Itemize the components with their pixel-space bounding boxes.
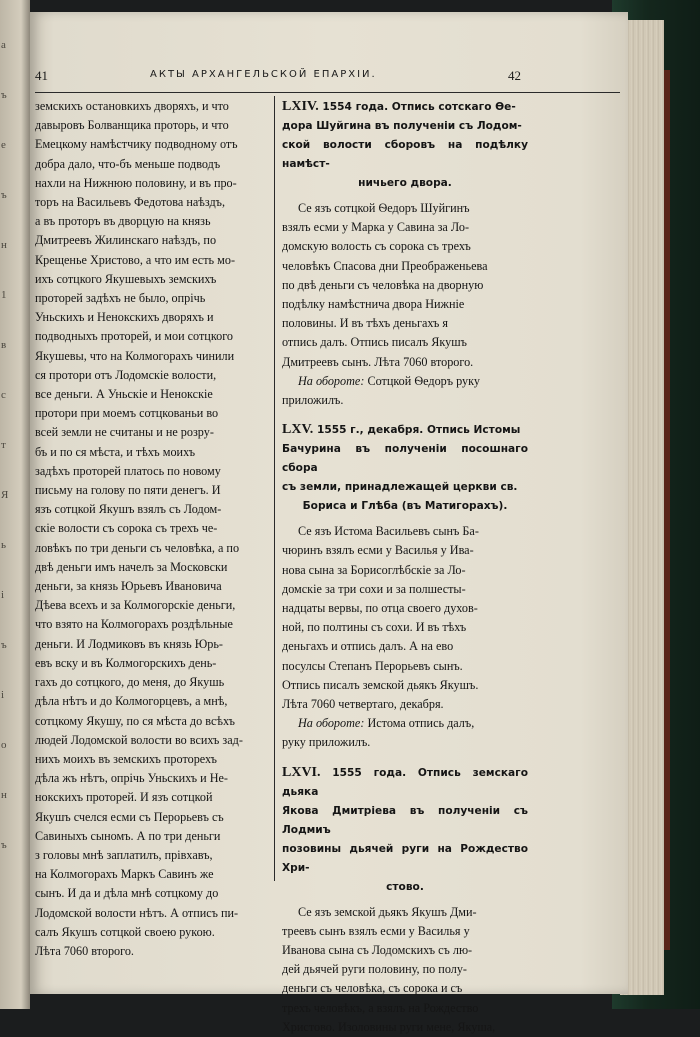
sliver-glyph: і	[1, 589, 5, 601]
text-line: отпись далъ. Отпись писалъ Якушъ	[282, 335, 467, 350]
text-line: ся протори отъ Лодомскіе волости,	[35, 367, 217, 382]
text-line: з головы мнѣ заплатилъ, прівхавъ,	[35, 847, 213, 862]
text-line: нахли на Нижнюю половину, и въ про-	[35, 175, 237, 190]
note-text: Сотцкой Ѳедоръ руку	[364, 373, 480, 388]
text-line: двѣ деньги имъ начелъ за Московски	[35, 559, 228, 574]
sliver-glyph: ь	[1, 539, 7, 551]
text-line: нова сына за Борисоглѣбскіе за Ло-	[282, 562, 466, 577]
sliver-glyph: ъ	[1, 89, 7, 101]
text-line: человѣкъ Спасова дни Преображеньева	[282, 258, 488, 273]
text-line: что взято на Колмогорахъ роздѣльные	[35, 617, 233, 632]
text-line: домскую волость съ сорока съ трехъ	[282, 239, 471, 254]
doc-heading-line: Якова Дмитріева въ полученіи съ Лодмиъ	[282, 804, 528, 836]
sliver-glyph: о	[1, 739, 7, 751]
doc-heading-65	[282, 420, 528, 516]
page-number-left: 41	[35, 68, 48, 83]
text-line: на Колмогорахъ Маркъ Савинъ же	[35, 867, 214, 882]
doc-body-64	[282, 199, 528, 372]
text-line: взялъ есми у Марка у Савина за Ло-	[282, 220, 470, 235]
text-line: чюринъ взялъ есми у Василья у Ива-	[282, 543, 474, 558]
text-line: скіе волости съ сорока съ трехъ че-	[35, 521, 218, 536]
doc-heading-line: Бачурина въ полученіи посошнаго сбора	[282, 443, 528, 475]
header-rule	[35, 92, 620, 93]
text-line: Лѣта 7060 второго.	[35, 943, 134, 958]
sliver-glyph: 1	[1, 289, 7, 301]
text-line: подѣлку намѣстнича двора Нижніе	[282, 297, 465, 312]
text-line: людей Лодомской волости во всихъ зад-	[35, 732, 243, 747]
doc-note-65	[282, 714, 528, 752]
note-text: приложилъ.	[282, 393, 344, 408]
text-line: Емецкому намѣстчику подводному отъ	[35, 137, 238, 152]
text-line: Иванова сына съ Лодомскихъ съ лю-	[282, 943, 473, 958]
doc-note-64	[282, 372, 528, 410]
doc-heading-line: дора Шуйгина въ полученіи съ Лодом-	[282, 120, 522, 132]
text-line: письму на голову по пяти денегъ. И	[35, 483, 221, 498]
text-line: ной, по полтины съ сохи. И въ тѣхъ	[282, 620, 467, 635]
sliver-glyph: н	[1, 239, 7, 251]
text-line: Якушъ счелся есми съ Перорьевъ съ	[35, 809, 224, 824]
text-line: сотцкому Якушу, по ся мѣста до всѣхъ	[35, 713, 235, 728]
book-page	[30, 12, 628, 1034]
sliver-glyph: т	[1, 439, 6, 451]
sliver-glyph: ъ	[1, 839, 7, 851]
text-line: деньгахъ и отпись далъ. А на ево	[282, 639, 454, 654]
doc-heading-64	[282, 97, 528, 193]
right-column	[282, 97, 528, 1037]
text-line: сынъ. И да и дѣла мнѣ сотцкому до	[35, 886, 219, 901]
text-line: трехъ человѣкъ, а взялъ на Рождество	[282, 1000, 479, 1015]
sliver-glyph: е	[1, 139, 6, 151]
text-line: гахъ до сотцкого, до меня, до Якушь	[35, 675, 225, 690]
sliver-glyph: ъ	[1, 639, 7, 651]
text-line: нокскихъ проторей. И язъ сотцкой	[35, 790, 213, 805]
sliver-glyph: і	[1, 689, 5, 701]
text-line: деньги съ человѣка, съ сорока и съ	[282, 981, 463, 996]
sliver-glyph: в	[1, 339, 7, 351]
text-line: Се язъ земской дьякъ Якушъ Дми-	[298, 904, 477, 919]
column-divider	[274, 96, 275, 881]
text-line: Дмитреевъ Жилинскаго наѣздъ, по	[35, 233, 217, 248]
text-line: дѣла нѣтъ и до Колмогорцевъ, а мнѣ,	[35, 694, 228, 709]
text-line: Крещенье Христово, а что им есть мо-	[35, 252, 235, 267]
text-line: ихъ сотцкого Якушевыхъ земскихъ	[35, 271, 217, 286]
sliver-glyph: Я	[1, 489, 9, 501]
doc-heading-line: ской волости сборовъ на подѣлку намѣст-	[282, 139, 528, 170]
sliver-glyph: а	[1, 39, 6, 51]
text-line: Лѣта 7060 четвертаго, декабря.	[282, 697, 444, 712]
left-column	[35, 97, 267, 961]
text-line: Отпись писалъ земской дьякъ Якушъ.	[282, 677, 479, 692]
text-line: добра дало, что-бъ меньше подводъ	[35, 156, 221, 171]
text-line: надцаты вервы, по отца своего духов-	[282, 601, 478, 616]
text-line: Савиныхъ сыномъ. А по три деньги	[35, 828, 221, 843]
text-line: Се язъ сотцкой Ѳедоръ Шуйгинъ	[298, 201, 470, 215]
text-line: торъ на Васильевъ Федотова наѣздъ,	[35, 195, 226, 210]
running-head: АКТЫ АРХАНГЕЛЬСКОЙ ЕПАРХІИ.	[150, 69, 377, 80]
text-line: давыровъ Болванщика проторь, и что	[35, 118, 229, 133]
text-line: все деньги. А Уньскіе и Ненокскіе	[35, 387, 213, 402]
text-line: бъ и по ся мѣста, и тѣхъ моихъ	[35, 444, 196, 459]
note-text: Истома отпись далъ,	[364, 716, 475, 731]
doc-body-66	[282, 903, 528, 1037]
doc-heading-line: позовины дьячей руги на Рождество Хри-	[282, 842, 528, 874]
text-line: язъ сотцкой Якушъ взялъ съ Лодом-	[35, 502, 222, 517]
note-text: руку приложилъ.	[282, 735, 371, 750]
text-line: ловѣкъ по три деньги съ человѣка, а по	[35, 540, 240, 555]
note-label: На обороте:	[298, 373, 365, 388]
text-line: земскихъ остановкихъ дворяхъ, и что	[35, 99, 229, 113]
doc-heading-line: 1554 года. Отпись сотскаго Ѳе-	[318, 101, 516, 113]
text-line: нихъ моихъ въ земскихъ проторехъ	[35, 751, 217, 766]
text-line: половины. И въ тѣхъ деньгахъ я	[282, 316, 448, 331]
sliver-glyph: с	[1, 389, 6, 401]
text-line: треевъ сынъ взялъ есми у Василья у	[282, 923, 470, 938]
text-line: Христово. Изоловины руги мене, Якуша,	[282, 1019, 496, 1034]
text-line: по двѣ деньги съ человѣка на дворную	[282, 277, 484, 292]
doc-heading-line: ничьего двора.	[358, 177, 452, 189]
previous-page-sliver	[0, 0, 30, 1009]
text-line: Уньскихъ и Ненокскихъ дворяхъ и	[35, 310, 214, 325]
text-line: салъ Якушъ сотцкой своею рукою.	[35, 924, 215, 939]
doc-heading-line: Бориса и Глѣба (въ Матигорахъ).	[302, 500, 508, 513]
text-line: посулсы Степанъ Перорьевъ сынъ.	[282, 658, 463, 673]
text-line: задѣхъ проторей платось по новому	[35, 463, 221, 478]
doc-number: LXV.	[282, 422, 314, 438]
text-line: евъ вску и въ Колмогорскихъ день-	[35, 655, 217, 670]
page-header	[30, 68, 628, 88]
note-label: На обороте:	[298, 716, 365, 731]
doc-number: LXVI.	[282, 764, 321, 780]
text-line: Якушевы, что на Колмогорахъ чинили	[35, 348, 235, 363]
doc-heading-66	[282, 763, 528, 897]
text-line: Дѣева всехъ и за Колмогорскіе деньги,	[35, 598, 236, 613]
doc-heading-line: съ земли, принадлежащей церкви св.	[282, 481, 518, 494]
text-line: домскіе за три сохи и за полшесты-	[282, 581, 466, 596]
doc-number: LXIV.	[282, 99, 319, 114]
text-line: деньги, за князь Юрьевъ Ивановича	[35, 579, 222, 594]
doc-heading-line: стово.	[386, 880, 424, 893]
text-line: дѣла жъ нѣтъ, опрічь Уньскихъ и Не-	[35, 771, 228, 786]
doc-body-65	[282, 522, 528, 714]
doc-heading-line: 1555 г., декабря. Отпись Истомы	[313, 424, 521, 437]
text-line: Се язъ Истома Васильевъ сынъ Ба-	[298, 524, 479, 539]
text-line: проторей задѣхъ не было, опрічь	[35, 291, 206, 306]
sliver-glyph: ъ	[1, 189, 7, 201]
text-line: подводныхъ проторей, и мои сотцкого	[35, 329, 234, 344]
text-line: а въ проторъ въ дворцую на князь	[35, 214, 211, 229]
text-line: протори при моемъ сотцкованьи во	[35, 406, 219, 421]
text-line: всей земли не считаны и не розру-	[35, 425, 214, 440]
page-number-right: 42	[508, 68, 521, 83]
text-line: деньги. И Лодмиковъ въ князь Юрь-	[35, 636, 223, 651]
text-line: дей дьячей руги половину, по полу-	[282, 962, 467, 977]
sliver-glyph: н	[1, 789, 7, 801]
doc-heading-line: 1555 года. Отпись земскаго дьяка	[282, 766, 528, 798]
text-line: Лодомской волости нѣтъ. А отписъ пи-	[35, 905, 239, 920]
text-line: Дмитреевъ сынъ. Лѣта 7060 второго.	[282, 354, 474, 369]
